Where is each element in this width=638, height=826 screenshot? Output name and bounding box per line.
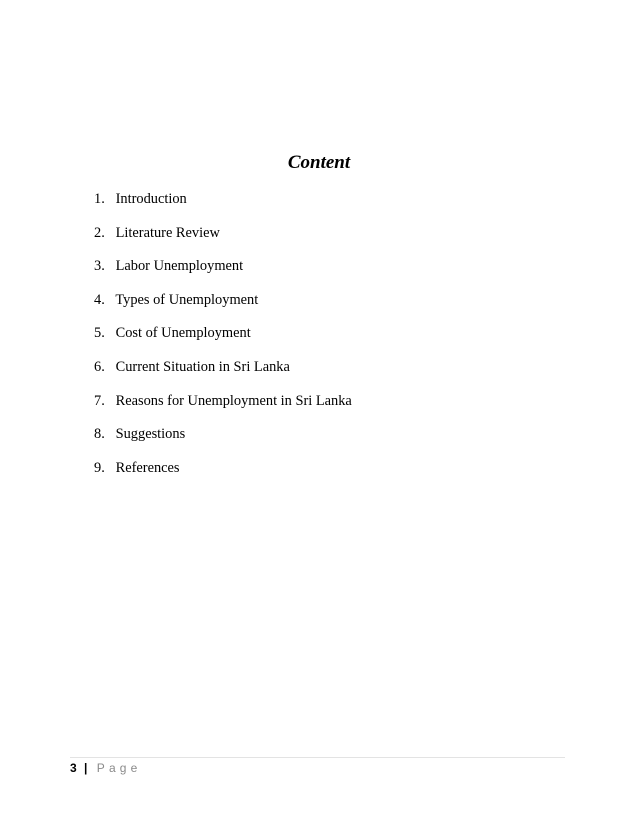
page-label: Page xyxy=(96,761,142,775)
toc-heading: Content xyxy=(287,152,351,173)
toc-item-number: 4. xyxy=(94,291,105,308)
toc-item-number: 8. xyxy=(94,426,105,443)
toc-item-reasons-for-unemployment xyxy=(94,392,352,426)
toc-item-number: 1. xyxy=(94,191,105,207)
toc-item-label: Types of Unemployment xyxy=(115,291,259,308)
toc-item-number: 3. xyxy=(94,258,105,275)
toc-item-cost-of-unemployment xyxy=(94,324,352,358)
page-footer xyxy=(70,760,142,776)
toc-item-label: Cost of Unemployment xyxy=(115,325,251,342)
toc-item-number: 2. xyxy=(94,224,105,241)
footer-separator: | xyxy=(84,761,88,775)
toc-item-label: Reasons for Unemployment in Sri Lanka xyxy=(115,392,352,409)
toc-item-number: 5. xyxy=(94,325,105,342)
toc-item-label: Current Situation in Sri Lanka xyxy=(115,358,290,375)
toc-item-number: 6. xyxy=(94,358,105,375)
toc-item-literature-review xyxy=(94,224,352,258)
toc-item-suggestions xyxy=(94,425,352,459)
page-number: 3 xyxy=(70,761,77,775)
toc-item-label: Suggestions xyxy=(115,426,186,443)
toc-item-current-situation xyxy=(94,358,352,392)
toc-item-label: Literature Review xyxy=(115,224,220,241)
toc-item-introduction xyxy=(94,190,352,224)
toc-item-labor-unemployment xyxy=(94,257,352,291)
footer-divider xyxy=(70,757,565,758)
toc-item-references xyxy=(94,459,352,493)
toc-item-number: 7. xyxy=(94,392,105,409)
toc-item-types-of-unemployment xyxy=(94,291,352,325)
toc-item-label: References xyxy=(115,459,180,476)
toc-item-label: Introduction xyxy=(115,191,187,207)
toc-item-number: 9. xyxy=(94,459,105,476)
toc-item-label: Labor Unemployment xyxy=(115,258,244,275)
table-of-contents xyxy=(94,190,352,492)
